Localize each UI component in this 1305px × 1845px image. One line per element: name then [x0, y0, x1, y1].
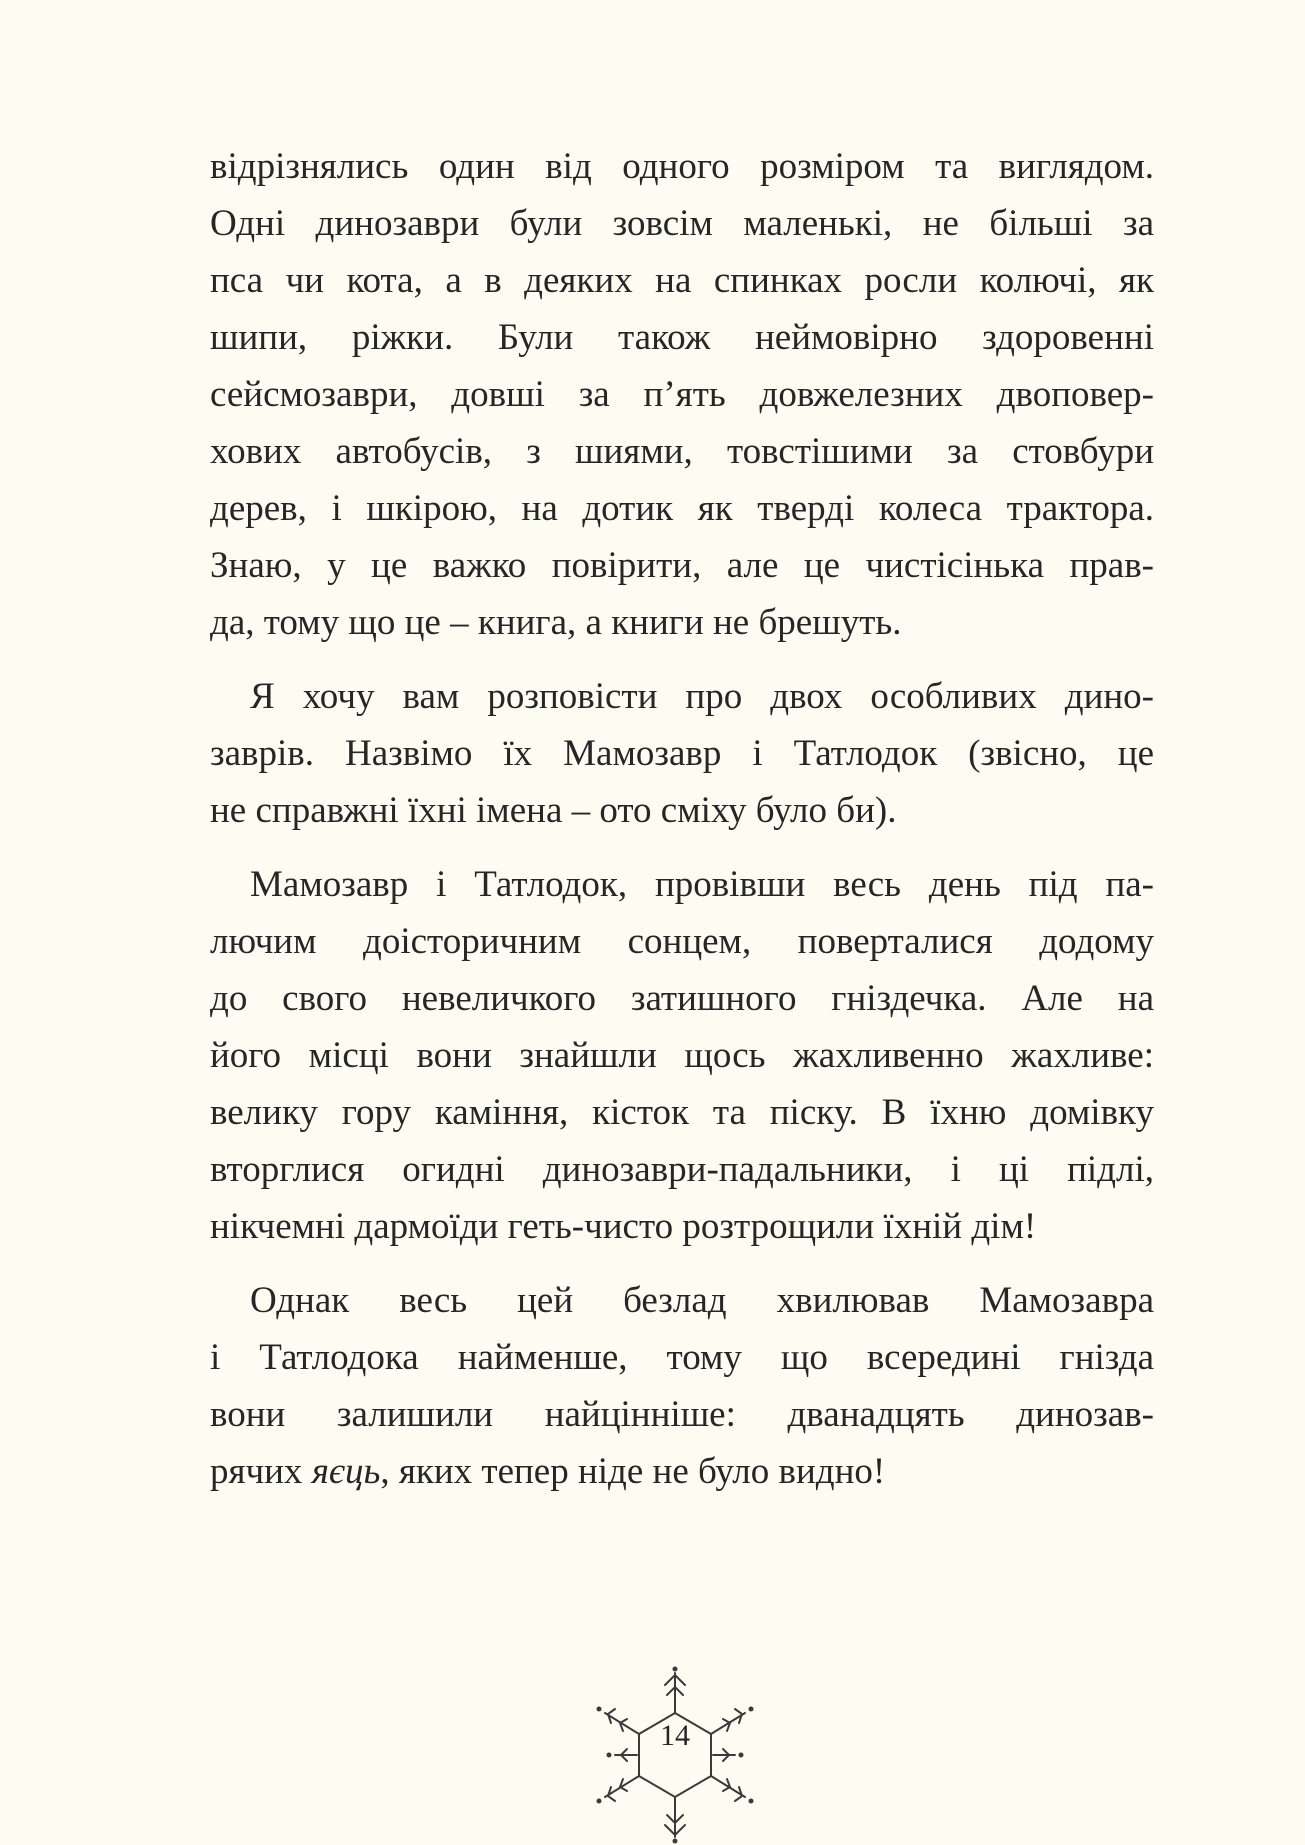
italic-word: яєць	[311, 1451, 381, 1492]
text-line: Знаю, у це важко повірити, але це чистісінька прав-	[210, 545, 1154, 586]
text-line: сейсмозаври, довші за п’ять довжелезних двоповер-	[210, 374, 1154, 415]
paragraph-3	[210, 856, 1154, 1255]
text-line: дерев, і шкірою, на дотик як тверді колеса трактора.	[210, 488, 1154, 529]
paragraph-4	[210, 1272, 1154, 1500]
text-segment: рячих	[210, 1451, 312, 1492]
text-line: відрізнялись один від одного розміром та виглядом.	[210, 146, 1154, 187]
text-line: Я хочу вам розповісти про двох особливих дино-	[250, 676, 1154, 717]
text-line: да, тому що це – книга, а книги не брешуть.	[210, 602, 902, 643]
text-line: нікчемні дармоїди геть-чисто розтрощили їхній дім!	[210, 1206, 1037, 1247]
body-text	[210, 138, 1154, 1500]
text-line: вторглися огидні динозаври-падальники, і ці підлі,	[210, 1149, 1154, 1190]
text-line: і Татлодока найменше, тому що всередині гнізда	[210, 1337, 1154, 1378]
text-line: вони залишили найцінніше: дванадцять динозав-	[210, 1394, 1154, 1435]
page-number: 14	[660, 1719, 690, 1752]
text-line: велику гору каміння, кісток та піску. В їхню домівку	[210, 1092, 1154, 1133]
text-line: не справжні їхні імена – ото сміху було би).	[210, 790, 897, 831]
text-line: хових автобусів, з шиями, товстішими за стовбури	[210, 431, 1154, 472]
text-line: лючим доісторичним сонцем, поверталися додому	[210, 921, 1154, 962]
paragraph-1	[210, 138, 1154, 651]
text-line	[210, 1443, 1154, 1500]
text-line: Мамозавр і Татлодок, провівши весь день під па-	[250, 864, 1154, 905]
text-line: шипи, ріжки. Були також неймовірно здоровенні	[210, 317, 1154, 358]
text-line: до свого невеличкого затишного гніздечка. Але на	[210, 978, 1154, 1019]
text-line: Одні динозаври були зовсім маленькі, не більші за	[210, 203, 1154, 244]
text-line: Однак весь цей безлад хвилював Мамозавра	[250, 1280, 1154, 1321]
text-segment: , яких тепер ніде не було видно!	[380, 1451, 886, 1492]
text-line: його місці вони знайшли щось жахливенно жахливе:	[210, 1035, 1154, 1076]
text-line: пса чи кота, а в деяких на спинках росли колючі, як	[210, 260, 1154, 301]
paragraph-2	[210, 668, 1154, 839]
text-line: заврів. Назвімо їх Мамозавр і Татлодок (звісно, це	[210, 733, 1154, 774]
